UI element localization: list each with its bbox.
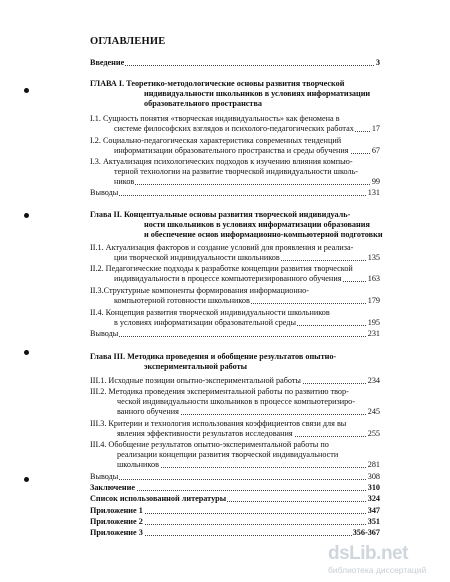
chapter-1-heading: ГЛАВА I. Теоретико-методологические основы развития творческой (90, 79, 345, 88)
toc-item-text: II.1. Актуализация факторов и создание условий для проявления и реализа- (90, 243, 354, 252)
toc-item-text: III.4. Обобщение результатов опытно-экспериментальной работы по (90, 440, 329, 449)
toc-entry-appendix-1[interactable]: Приложение 1 347 (90, 506, 380, 515)
toc-entry-2-3[interactable]: компьютерной готовности школьников 179 (114, 296, 380, 305)
toc-entry-1-1[interactable]: системе философских взглядов и психолого-педагогических работах 17 (114, 124, 380, 133)
chapter-1-heading: образовательного пространства (144, 99, 262, 108)
toc-entry-intro[interactable]: Введение 3 (90, 58, 380, 67)
toc-entry-1-2[interactable]: информатизации образовательного пространства и среды обучения 67 (114, 146, 380, 155)
toc-item-text: III.3. Критерии и технология использования коэффициентов связи для вы (90, 419, 347, 428)
toc-entry-ch1-summary[interactable]: Выводы 131 (90, 188, 380, 197)
margin-bullet (24, 477, 29, 482)
toc-entry-ch2-summary[interactable]: Выводы 231 (90, 329, 380, 338)
toc-item-text: I.3. Актуализация психологических подходов к изучению влияния компью- (90, 157, 353, 166)
toc-entry-3-3[interactable]: явления эффективности результатов исследования 255 (117, 429, 380, 438)
toc-item-text: III.2. Методика проведения экспериментальной работы по развитию твор- (90, 387, 349, 396)
toc-entry-ch3-summary[interactable]: Выводы 308 (90, 472, 380, 481)
chapter-3-heading: Глава III. Методика проведения и обобщение результатов опытно- (90, 352, 337, 361)
watermark-main: dsLib.net (328, 543, 408, 564)
toc-entry-2-1[interactable]: ции творческой индивидуальности школьников 135 (114, 253, 380, 262)
toc-item-text: I.2. Социально-педагогическая характеристика современных тенденций (90, 136, 342, 145)
toc-item-text: реализации концепции развития творческой индивидуальности (117, 450, 339, 459)
toc-entry-3-2[interactable]: ванного обучения 245 (117, 407, 380, 416)
toc-title: ОГЛАВЛЕНИЕ (90, 36, 166, 47)
toc-entry-3-1[interactable]: III.1. Исходные позиции опытно-экспериментальной работы 234 (90, 376, 380, 385)
toc-entry-appendix-2[interactable]: Приложение 2 351 (90, 517, 380, 526)
dslib-watermark-logo (318, 543, 446, 577)
toc-entry-1-3[interactable]: ников 99 (114, 177, 380, 186)
toc-item-text: II.4. Концепция развития творческой индивидуальности школьников (90, 308, 330, 317)
watermark-sub: библиотека диссертаций (328, 565, 427, 575)
toc-item-text: II.2. Педагогические подходы к разработке концепции развития творческой (90, 264, 353, 273)
toc-item-text: I.1. Сущность понятия «творческая индивидуальность» как феномена в (90, 114, 340, 123)
toc-entry-literature[interactable]: Список использованной литературы 324 (90, 494, 380, 503)
chapter-2-heading: Глава II. Концептуальные основы развития творческой индивидуаль- (90, 210, 351, 219)
toc-item-text: ческой индивидуальности школьников в процессе компьютеризиро- (117, 397, 356, 406)
toc-entry-2-4[interactable]: в условиях информатизации образовательной среды 195 (114, 318, 380, 327)
toc-entry-appendix-3[interactable]: Приложение 3 356-367 (90, 528, 380, 537)
chapter-2-heading: и обеспечение основ информационно-компьютерной подготовки (144, 230, 383, 239)
toc-entry-conclusion[interactable]: Заключение 310 (90, 483, 380, 492)
toc-item-text: терной технологии на развитие творческой индивидуальности школь- (114, 167, 359, 176)
chapter-2-heading: ности школьников в условиях информатизации образования (144, 220, 370, 229)
margin-bullet (24, 88, 29, 93)
chapter-1-heading: индивидуальности школьников в условиях информатизации (144, 89, 371, 98)
margin-bullet (24, 350, 29, 355)
chapter-3-heading: экспериментальной работы (144, 362, 248, 371)
toc-entry-2-2[interactable]: индивидуальности в процессе компьютеризированного обучения 163 (114, 274, 380, 283)
toc-entry-3-4[interactable]: школьников 281 (117, 460, 380, 469)
toc-item-text: II.3.Структурные компоненты формирования информационно- (90, 286, 309, 295)
margin-bullet (24, 213, 29, 218)
